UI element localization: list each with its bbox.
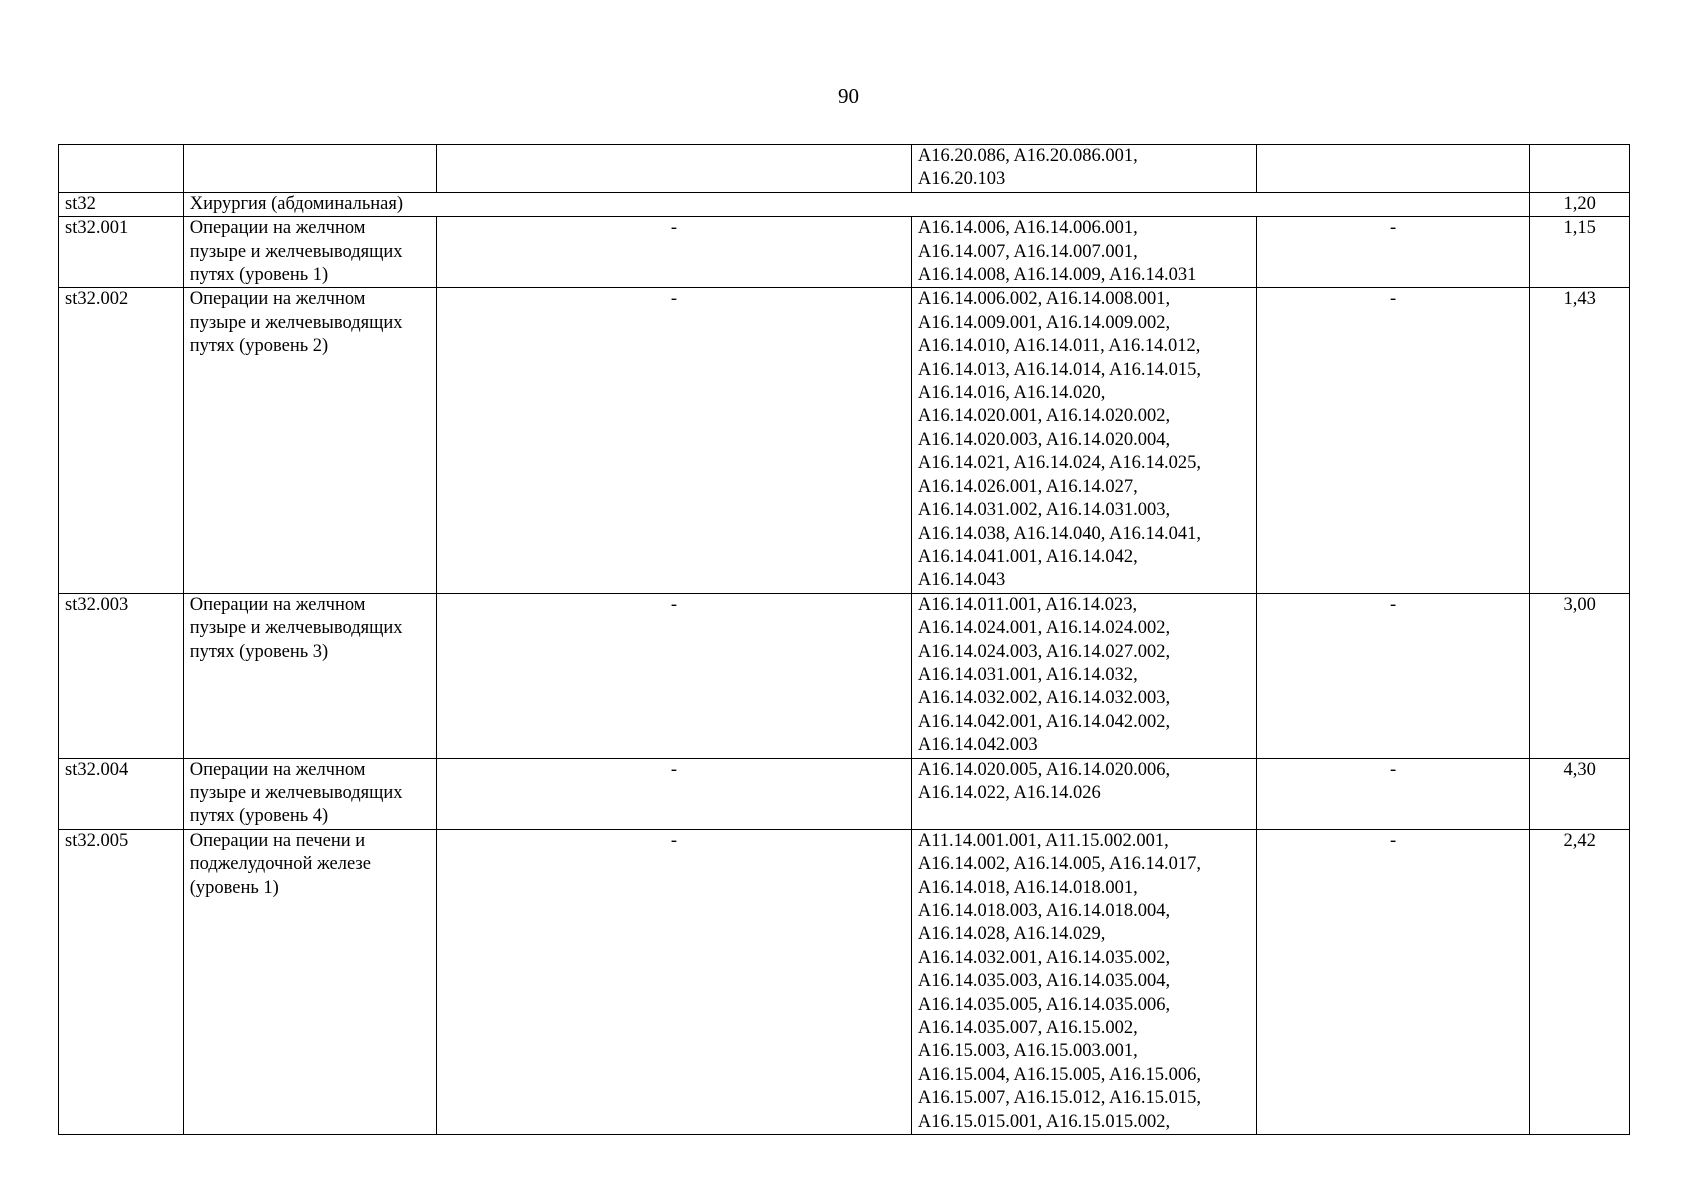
cell-other: - [1256, 288, 1530, 593]
cell-code: st32.002 [59, 288, 184, 593]
ksg-table [58, 144, 1630, 1135]
cell-services: A16.14.006, A16.14.006.001, A16.14.007, A16.14.007.001, A16.14.008, A16.14.009, A16.14.031 [911, 217, 1256, 288]
cell-services: A16.14.020.005, A16.14.020.006, A16.14.022, A16.14.026 [911, 758, 1256, 829]
page-number: 90 [838, 84, 859, 108]
table-row [59, 758, 1630, 829]
table-row-continuation [59, 145, 1630, 193]
group-name: Хирургия (абдоминальная) [183, 192, 1530, 216]
cell-coefficient: 1,15 [1530, 217, 1630, 288]
cell-name: Операции на желчном пузыре и желчевыводящих путях (уровень 2) [183, 288, 436, 593]
cell-coefficient: 4,30 [1530, 758, 1630, 829]
group-code: st32 [59, 192, 184, 216]
table-row-group [59, 192, 1630, 216]
cell-code: st32.001 [59, 217, 184, 288]
cell-code: st32.004 [59, 758, 184, 829]
cell-coefficient: 2,42 [1530, 829, 1630, 1134]
cell-services: A16.14.011.001, A16.14.023, A16.14.024.001, A16.14.024.002, A16.14.024.003, A16.14.027.002, A16.14.031.001, A16.14.032, A16.14.032.002, A16.14.032.003, A16.14.042.001, A16.14.042.002, A16.14.042.003 [911, 593, 1256, 758]
cell-coefficient: 3,00 [1530, 593, 1630, 758]
cell-other: - [1256, 829, 1530, 1134]
cell-code: st32.003 [59, 593, 184, 758]
cell-diagnoses: - [437, 758, 912, 829]
cell-name [183, 145, 436, 193]
cell-diagnoses: - [437, 593, 912, 758]
cell-other: - [1256, 758, 1530, 829]
cell-other: - [1256, 217, 1530, 288]
cell-coefficient [1530, 145, 1630, 193]
table-row [59, 288, 1630, 593]
cell-diagnoses: - [437, 217, 912, 288]
cell-diagnoses: - [437, 829, 912, 1134]
cell-code: st32.005 [59, 829, 184, 1134]
cell-diagnoses [437, 145, 912, 193]
cell-other [1256, 145, 1530, 193]
table-row [59, 593, 1630, 758]
cell-services: A16.14.006.002, A16.14.008.001, A16.14.009.001, A16.14.009.002, A16.14.010, A16.14.011, A16.14.012, A16.14.013, A16.14.014, A16.14.015, A16.14.016, A16.14.020, A16.14.020.001, A16.14.020.002, A16.14.020.003, A16.14.020.004, A16.14.021, A16.14.024, A16.14.025, A16.14.026.001, A16.14.027, A16.14.031.002, A16.14.031.003, A16.14.038, A16.14.040, A16.14.041, A16.14.041.001, A16.14.042, A16.14.043 [911, 288, 1256, 593]
cell-name: Операции на желчном пузыре и желчевыводящих путях (уровень 1) [183, 217, 436, 288]
table-row [59, 217, 1630, 288]
cell-name: Операции на желчном пузыре и желчевыводящих путях (уровень 4) [183, 758, 436, 829]
cell-name: Операции на печени и поджелудочной железе (уровень 1) [183, 829, 436, 1134]
group-coefficient: 1,20 [1530, 192, 1630, 216]
cell-name: Операции на желчном пузыре и желчевыводящих путях (уровень 3) [183, 593, 436, 758]
cell-code [59, 145, 184, 193]
cell-diagnoses: - [437, 288, 912, 593]
cell-coefficient: 1,43 [1530, 288, 1630, 593]
cell-services: A16.20.086, A16.20.086.001, A16.20.103 [911, 145, 1256, 193]
table-row [59, 829, 1630, 1134]
cell-other: - [1256, 593, 1530, 758]
cell-services: A11.14.001.001, A11.15.002.001, A16.14.002, A16.14.005, A16.14.017, A16.14.018, A16.14.018.001, A16.14.018.003, A16.14.018.004, A16.14.028, A16.14.029, A16.14.032.001, A16.14.035.002, A16.14.035.003, A16.14.035.004, A16.14.035.005, A16.14.035.006, A16.14.035.007, A16.15.002, A16.15.003, A16.15.003.001, A16.15.004, A16.15.005, A16.15.006, A16.15.007, A16.15.012, A16.15.015, A16.15.015.001, A16.15.015.002, [911, 829, 1256, 1134]
